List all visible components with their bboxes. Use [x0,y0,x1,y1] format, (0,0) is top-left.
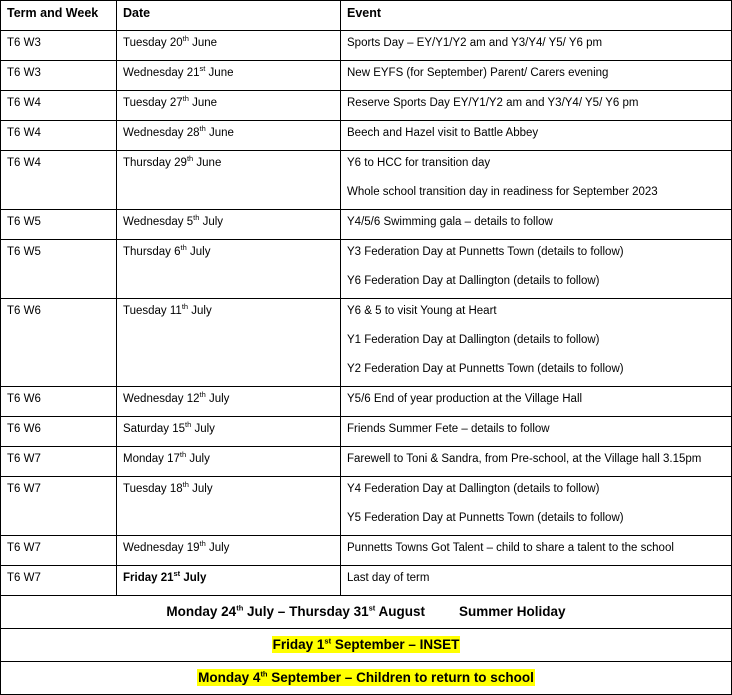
table-row [1,536,732,566]
date-day: Wednesday 21 [123,67,200,79]
date-day: Thursday 6 [123,246,181,258]
date-day: Tuesday 20 [123,37,183,49]
event-text: Punnetts Towns Got Talent – child to share a talent to the school [347,542,674,554]
return-pre: Monday 4 [198,670,261,685]
table-row [1,447,732,477]
event-text: Beech and Hazel visit to Battle Abbey [347,127,539,139]
event-text: Y6 Federation Day at Dallington (details to follow) [347,275,600,287]
event-cell [341,536,732,566]
term-week: T6 W7 [7,453,41,465]
table-row [1,387,732,417]
event-text: Y1 Federation Day at Dallington (details to follow) [347,334,600,346]
term-week-cell [1,91,117,121]
event-cell [341,566,732,596]
header-term: Term and Week [1,1,117,31]
date-suffix: th [182,34,189,44]
event-text: Friends Summer Fete – details to follow [347,423,550,435]
date-cell [117,477,341,536]
date [123,447,340,476]
table-row [1,121,732,151]
event-cell [341,240,732,299]
date-cell [117,121,341,151]
date-month: June [188,97,218,109]
term-week-cell [1,477,117,536]
date-suffix: th [199,539,206,549]
table-row [1,240,732,299]
date-cell [117,61,341,91]
event-cell [341,387,732,417]
date-suffix: th [182,94,189,104]
event-cell [341,477,732,536]
holiday-label: Summer Holiday [459,604,566,619]
term-week-cell [1,121,117,151]
table-row [1,299,732,387]
event-text: Y2 Federation Day at Punnetts Town (details to follow) [347,363,624,375]
event-text: Farewell to Toni & Sandra, from Pre-school, at the Village hall 3.15pm [347,453,702,465]
term-week-cell [1,31,117,61]
inset-pre: Friday 1 [272,637,325,652]
date-cell [117,151,341,210]
date-day: Tuesday 18 [123,483,183,495]
date-cell [117,31,341,61]
event-cell [341,61,732,91]
event-cell [341,151,732,210]
date-day: Wednesday 19 [123,542,200,554]
date [123,240,340,269]
date-cell [117,566,341,596]
return-row-cell [1,662,732,695]
date-cell [117,536,341,566]
date-suffix: st [173,569,181,579]
term-week: T6 W6 [7,305,41,317]
date-month: July [188,483,213,495]
event-cell [341,447,732,477]
date-month: July [188,305,212,317]
term-week-cell [1,566,117,596]
date-cell [117,210,341,240]
date-cell [117,417,341,447]
table-row [1,31,732,61]
date-cell [117,387,341,417]
date-month: June [193,157,222,169]
table-row [1,151,732,210]
date-suffix: st [199,64,206,74]
term-week-cell [1,387,117,417]
date [123,387,340,416]
event-text: Y6 to HCC for transition day [347,157,491,169]
date [123,91,340,120]
term-week: T6 W3 [7,37,41,49]
event-cell [341,31,732,61]
date-suffix: th [179,450,187,460]
date-month: June [205,67,234,79]
event-text: New EYFS (for September) Parent/ Carers evening [347,67,609,79]
holiday-start: Monday 24 [166,604,237,619]
date [123,61,340,90]
event-text: Y6 & 5 to visit Young at Heart [347,305,497,317]
event-text: Y3 Federation Day at Punnetts Town (details to follow) [347,246,624,258]
term-week-cell [1,240,117,299]
date-suffix: th [181,302,189,312]
date-month: July [180,572,207,584]
term-week: T6 W6 [7,423,41,435]
date-cell [117,91,341,121]
event-text: Whole school transition day in readiness for September 2023 [347,186,658,198]
date-month: June [205,127,234,139]
date-cell [117,240,341,299]
event-cell [341,210,732,240]
date-month: July [205,542,230,554]
return-row [1,662,732,695]
date-day: Tuesday 11 [123,305,182,317]
date-suffix: th [185,420,192,430]
event-cell [341,299,732,387]
table-row [1,61,732,91]
date-month: July [191,423,215,435]
date-suffix: th [193,213,200,223]
summer-holiday-row [1,596,732,629]
date [123,31,340,60]
date-month: July [199,216,224,228]
term-week: T6 W3 [7,67,41,79]
event-cell [341,91,732,121]
date-suffix: th [186,154,194,164]
term-week: T6 W6 [7,393,41,405]
date-suffix: th [199,124,206,134]
inset-post: September – INSET [331,637,460,652]
table-row [1,477,732,536]
date [123,536,340,565]
term-week: T6 W4 [7,127,41,139]
summer-holiday-row-cell [1,596,732,629]
event-cell [341,121,732,151]
table-row [1,566,732,596]
date-month: July [186,246,211,258]
event-cell [341,417,732,447]
header-event: Event [341,1,732,31]
date-day: Friday 21 [123,572,174,584]
date-day: Monday 17 [123,453,180,465]
table-row [1,417,732,447]
term-week-cell [1,536,117,566]
return-highlight [197,669,535,686]
date-suffix: th [199,390,206,400]
date-day: Wednesday 28 [123,127,200,139]
event-text: Y4/5/6 Swimming gala – details to follow [347,216,553,228]
term-week-cell [1,417,117,447]
term-week: T6 W4 [7,157,41,169]
date-suffix: th [180,243,187,253]
date [123,299,340,328]
inset-suffix: st [324,636,332,646]
holiday-start-suffix: th [236,603,244,613]
date [123,566,340,595]
return-suffix: th [260,669,268,679]
date-month: July [186,453,210,465]
event-text: Y5/6 End of year production at the Village Hall [347,393,583,405]
term-week: T6 W7 [7,483,41,495]
holiday-mid-suffix: st [368,603,376,613]
date-day: Wednesday 12 [123,393,200,405]
term-week: T6 W7 [7,542,41,554]
event-text: Y4 Federation Day at Dallington (details to follow) [347,483,600,495]
date-day: Wednesday 5 [123,216,194,228]
table-row [1,91,732,121]
term-week: T6 W7 [7,572,41,584]
inset-row [1,629,732,662]
term-week: T6 W5 [7,246,41,258]
date [123,121,340,150]
term-week-cell [1,299,117,387]
date-cell [117,299,341,387]
date-cell [117,447,341,477]
inset-row-cell [1,629,732,662]
event-text: Y5 Federation Day at Punnetts Town (details to follow) [347,512,624,524]
term-week-cell [1,61,117,91]
date-day: Saturday 15 [123,423,186,435]
table-row [1,210,732,240]
date [123,210,340,239]
holiday-end: August [375,604,426,619]
term-week: T6 W5 [7,216,41,228]
date-day: Thursday 29 [123,157,187,169]
term-week-cell [1,151,117,210]
term-week-cell [1,447,117,477]
event-text: Reserve Sports Day EY/Y1/Y2 am and Y3/Y4/ Y5/ Y6 pm [347,97,639,109]
date-month: July [205,393,230,405]
date-suffix: th [182,480,189,490]
event-text: Last day of term [347,572,430,584]
date [123,477,340,506]
term-week: T6 W4 [7,97,41,109]
date-day: Tuesday 27 [123,97,183,109]
term-week-cell [1,210,117,240]
date [123,151,340,180]
date-month: June [188,37,218,49]
inset-highlight [272,636,461,653]
event-text: Sports Day – EY/Y1/Y2 am and Y3/Y4/ Y5/ Y6 pm [347,37,603,49]
header-date: Date [117,1,341,31]
date [123,417,340,446]
header-row [1,1,732,31]
return-post: September – Children to return to school [267,670,534,685]
holiday-mid: July – Thursday 31 [243,604,369,619]
